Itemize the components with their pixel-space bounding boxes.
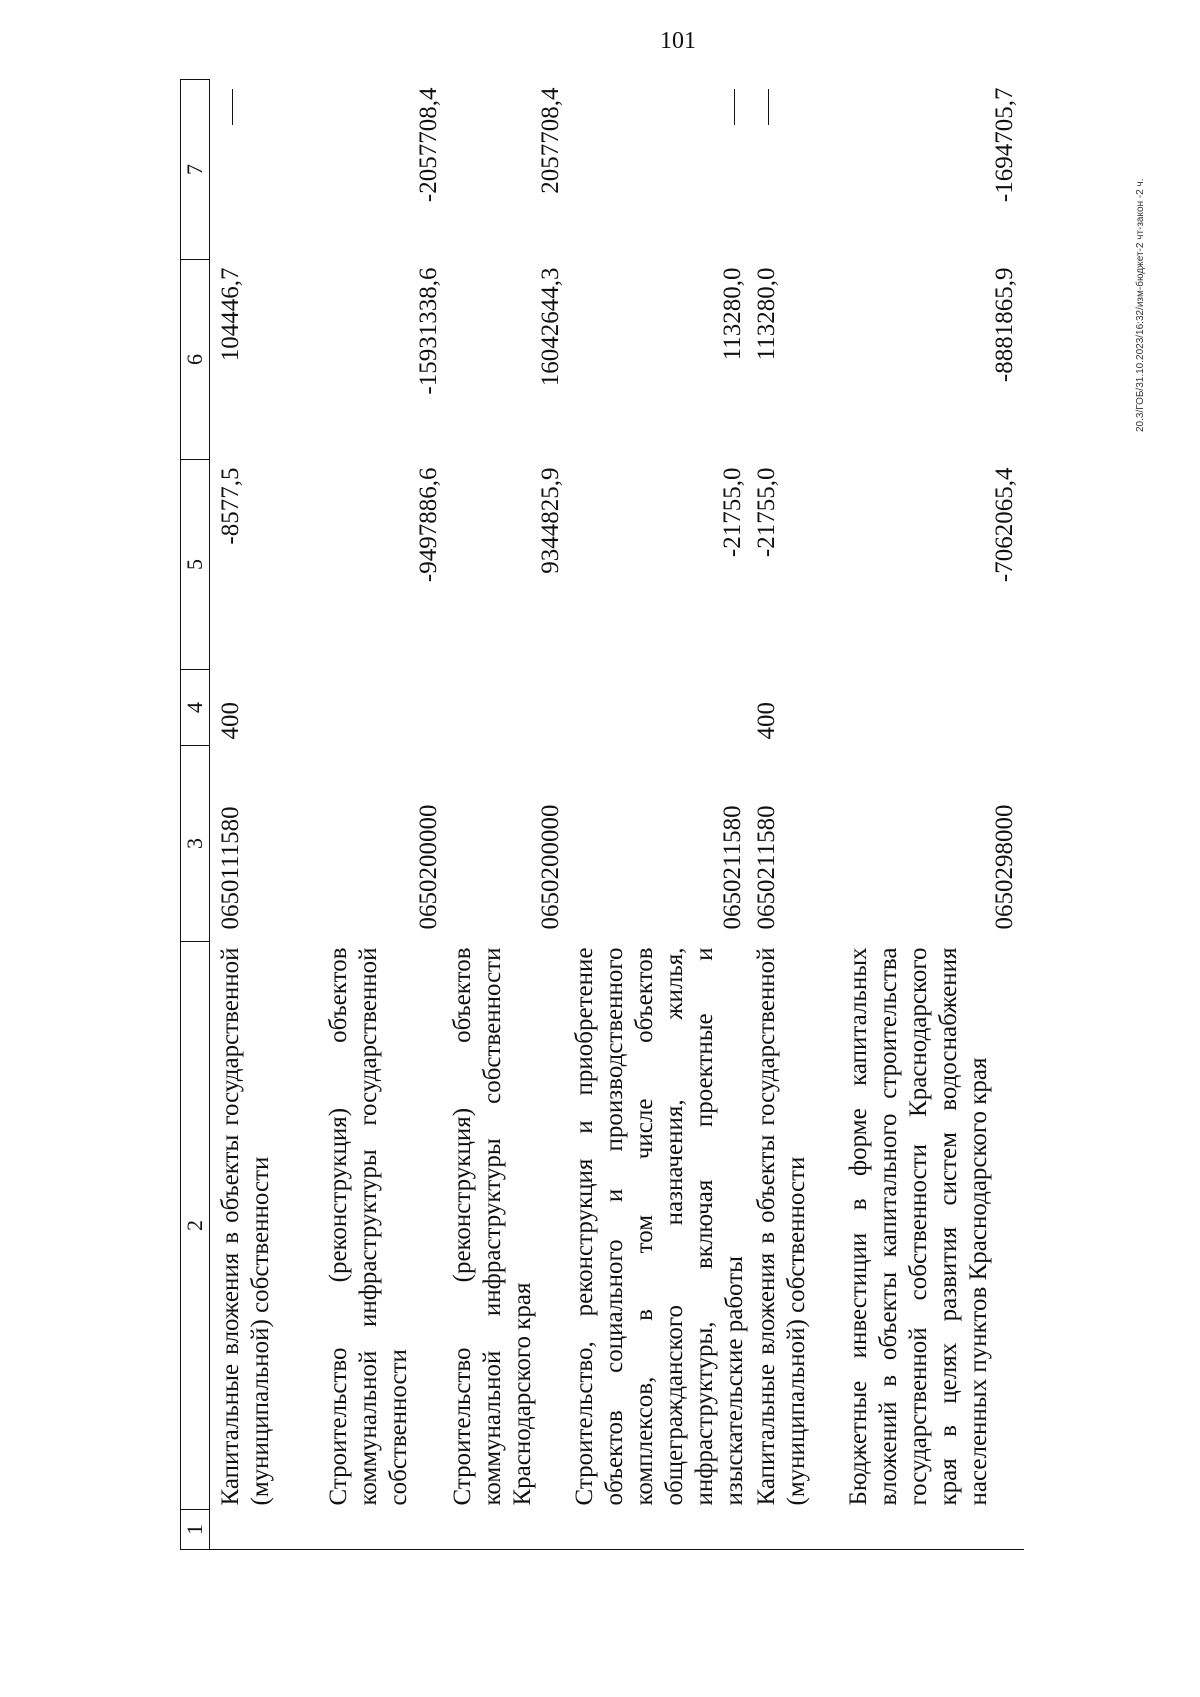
row-value-col7: -2057708,4 — [415, 87, 442, 203]
header-col-1: 1 — [181, 1510, 210, 1550]
table-row — [448, 80, 570, 1550]
table-row — [324, 80, 448, 1550]
row-expense-type — [570, 670, 752, 746]
empty-value-dash — [734, 90, 735, 126]
header-col-4: 4 — [181, 670, 210, 746]
row-value-col5: -7062065,4 — [991, 467, 1018, 583]
row-value-col7 — [752, 80, 844, 260]
row-number-cell — [752, 1510, 844, 1550]
row-value-col6: -15931338,6 — [415, 267, 442, 395]
row-value-col5: 9344825,9 — [537, 467, 564, 574]
row-value-col6: -8881865,9 — [991, 267, 1018, 383]
row-value-col7: -1694705,7 — [991, 87, 1018, 203]
row-value-col6: 113280,0 — [753, 267, 780, 361]
row-expense-type — [324, 670, 448, 746]
header-col-5: 5 — [181, 460, 210, 670]
row-expense-type: 400 — [217, 702, 244, 740]
rotated-table-frame — [180, 80, 1060, 1550]
empty-value-dash — [768, 90, 769, 126]
row-name: Капитальные вложения в объекты государственной (муниципальной) собственности — [217, 947, 274, 1506]
budget-table — [180, 79, 1024, 1550]
row-value-col5: -21755,0 — [753, 467, 780, 558]
row-value-col7 — [570, 80, 752, 260]
row-value-col6: 113280,0 — [719, 267, 746, 361]
row-value-col7: 2057708,4 — [537, 87, 564, 194]
table-container — [180, 80, 1060, 1550]
row-target-code: 0650211580 — [719, 805, 746, 930]
row-name: Бюджетные инвестиции в форме капитальных вложений в объекты капитального строительства государственной собственности Краснодарского края в целях развития систем водоснабжения населенных пунктов Краснодарского края — [845, 947, 992, 1506]
row-number-cell — [570, 1510, 752, 1550]
document-footer-code: 20.3/ГОБ/31.10.2023/16:32/изм-бюджет-2 чт-закон -2 ч. — [1135, 178, 1146, 432]
row-value-col6: 16042644,3 — [537, 267, 564, 387]
table-row — [844, 80, 1024, 1550]
empty-value-dash — [232, 90, 233, 126]
row-expense-type — [448, 670, 570, 746]
row-number-cell — [324, 1510, 448, 1550]
row-name: Строительство, реконструкция и приобретение объектов социального и производственного комплексов, в том числе объектов общегражданского назначения, жилья, инфраструктуры, включая проектные и изыскательские работы — [571, 947, 748, 1506]
row-value-col6: 104446,7 — [217, 267, 244, 362]
page-number: 101 — [660, 28, 696, 54]
table-row — [570, 80, 752, 1550]
row-value-col7 — [210, 80, 325, 260]
row-target-code: 0650111580 — [217, 806, 244, 930]
header-row — [181, 80, 210, 1550]
header-col-7: 7 — [181, 80, 210, 260]
row-name: Строительство (реконструкция) объектов коммунальной инфраструктуры государственной собственности — [325, 947, 412, 1506]
row-value-col5: -21755,0 — [719, 467, 746, 558]
row-name: Строительство (реконструкция) объектов коммунальной инфраструктуры собственности Краснодарского края — [449, 947, 536, 1506]
table-row — [752, 80, 844, 1550]
row-number-cell — [210, 1510, 325, 1550]
row-number-cell — [448, 1510, 570, 1550]
row-target-code: 0650298000 — [991, 804, 1018, 930]
row-value-col5: -8577,5 — [217, 467, 244, 545]
row-expense-type — [844, 670, 1024, 746]
row-expense-type: 400 — [753, 702, 780, 740]
row-value-col5: -9497886,6 — [415, 467, 442, 583]
header-col-2: 2 — [181, 942, 210, 1510]
row-target-code: 0650200000 — [537, 804, 564, 930]
row-number-cell — [844, 1510, 1024, 1550]
table-row — [210, 80, 325, 1550]
header-col-3: 3 — [181, 746, 210, 942]
row-target-code: 0650211580 — [753, 805, 780, 930]
header-col-6: 6 — [181, 260, 210, 460]
row-target-code: 0650200000 — [415, 804, 442, 930]
row-name: Капитальные вложения в объекты государственной (муниципальной) собственности — [753, 947, 810, 1506]
